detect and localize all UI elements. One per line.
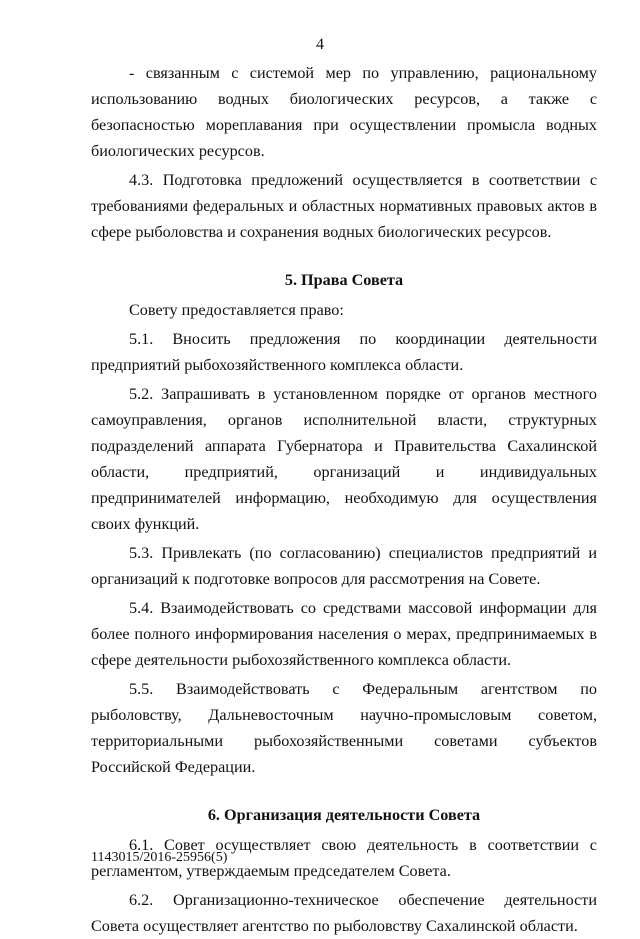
intro-paragraph-1: - связанным с системой мер по управлению, рациональному использованию водных биологических ресурсов, а также с безопасностью мореплавания при осуществлении промысла водных биологических ресурсов. [91,64,597,160]
document-body [91,60,597,939]
section-6-heading: 6. Организация деятельности Совета [207,806,481,824]
section-6-paragraph-6-1: 6.1. Совет осуществляет свою деятельность в соответствии с регламентом, утверждаемым председателем Совета. [91,836,597,880]
page-number: 4 [316,36,324,53]
intro-paragraph-2: 4.3. Подготовка предложений осуществляется в соответствии с требованиями федеральных и областных нормативных правовых актов в сфере рыболовства и сохранения водных биологических ресурсов. [91,171,597,241]
section-5-paragraph-5-3: 5.3. Привлекать (по согласованию) специалистов предприятий и организаций к подготовке вопросов для рассмотрения на Совете. [91,544,597,588]
section-5-paragraph-5-2: 5.2. Запрашивать в установленном порядке от органов местного самоуправления, органов исполнительной власти, структурных подразделений аппарата Губернатора и Правительства Сахалинской области, предприятий, организаций и индивидуальных предпринимателей информацию, необходимую для осуществления своих функций. [91,385,597,533]
section-5-paragraph-intro: Совету предоставляется право: [129,301,344,319]
section-5-paragraph-5-4: 5.4. Взаимодействовать со средствами массовой информации для более полного информирования населения о мерах, предпринимаемых в сфере деятельности рыбохозяйственного комплекса области. [91,599,597,669]
section-5-paragraph-5-5: 5.5. Взаимодействовать с Федеральным агентством по рыболовству, Дальневосточным научно-промысловым советом, территориальными рыбохозяйственными советами субъектов Российской Федерации. [91,680,597,776]
section-5-heading: 5. Права Совета [284,271,404,289]
section-5-paragraph-5-1: 5.1. Вносить предложения по координации деятельности предприятий рыбохозяйственного комплекса области. [91,330,597,374]
document-footer-code: 1143015/2016-25956(5) [91,850,228,865]
section-6-paragraph-6-2: 6.2. Организационно-техническое обеспечение деятельности Совета осуществляет агентство по рыболовству Сахалинской области. [91,891,597,935]
